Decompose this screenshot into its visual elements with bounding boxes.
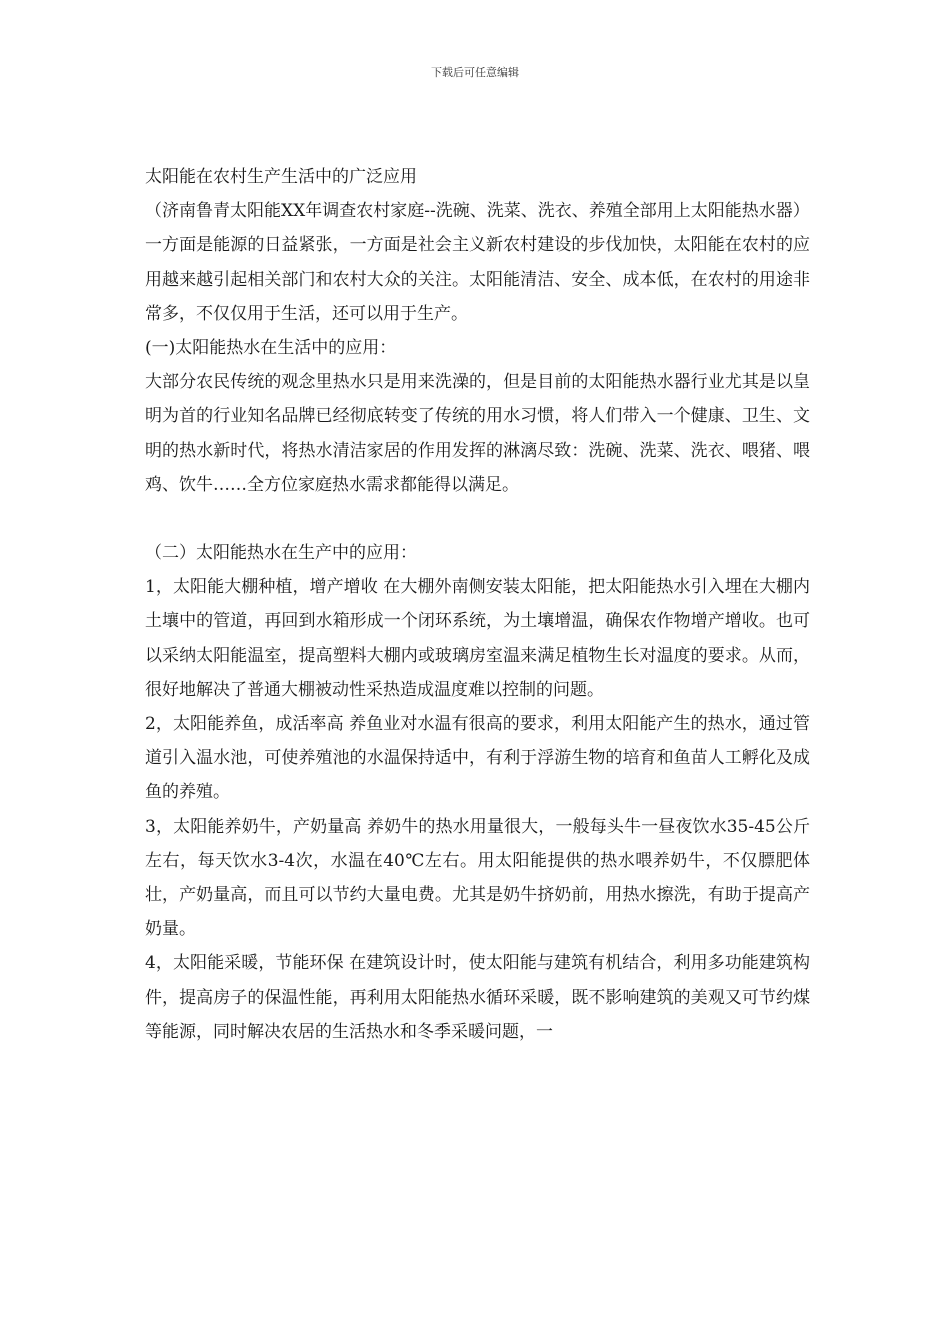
list-item-fish-farming: 2，太阳能养鱼，成活率高 养鱼业对水温有很高的要求，利用太阳能产生的热水，通过管道引入温水池，可使养殖池的水温保持适中，有利于浮游生物的培育和鱼苗人工孵化及成鱼的养殖。	[145, 714, 810, 803]
document-subtitle: （济南鲁青太阳能XX年调查农村家庭--洗碗、洗菜、洗衣、养殖全部用上太阳能热水器）	[145, 201, 810, 222]
intro-paragraph: 一方面是能源的日益紧张，一方面是社会主义新农村建设的步伐加快，太阳能在农村的应用越来越引起相关部门和农村大众的关注。太阳能清洁、安全、成本低，在农村的用途非常多，不仅仅用于生活，还可以用于生产。	[145, 235, 810, 324]
section1-paragraph: 大部分农民传统的观念里热水只是用来洗澡的，但是目前的太阳能热水器行业尤其是以皇明为首的行业知名品牌已经彻底转变了传统的用水习惯，将人们带入一个健康、卫生、文明的热水新时代，将热水清洁家居的作用发挥的淋漓尽致：洗碗、洗菜、洗衣、喂猪、喂鸡、饮牛……全方位家庭热水需求都能得以满足。	[145, 372, 810, 495]
list-item-greenhouse: 1，太阳能大棚种植，增产增收 在大棚外南侧安装太阳能，把太阳能热水引入埋在大棚内土壤中的管道，再回到水箱形成一个闭环系统，为土壤增温，确保农作物增产增收。也可以采纳太阳能温室，提高塑料大棚内或玻璃房室温来满足植物生长对温度的要求。从而，很好地解决了普通大棚被动性采热造成温度难以控制的问题。	[145, 577, 810, 700]
page-header: 下载后可任意编辑	[431, 66, 519, 79]
list-item-heating: 4，太阳能采暖，节能环保 在建筑设计时，使太阳能与建筑有机结合，利用多功能建筑构件，提高房子的保温性能，再利用太阳能热水循环采暖，既不影响建筑的美观又可节约煤等能源，同时解决农居的生活热水和冬季采暖问题，一	[145, 953, 810, 1042]
section2-heading: （二）太阳能热水在生产中的应用：	[145, 543, 417, 564]
document-body	[145, 160, 810, 1049]
blank-line	[145, 502, 810, 536]
document-title: 太阳能在农村生产生活中的广泛应用	[145, 167, 417, 187]
list-item-dairy-cows: 3，太阳能养奶牛，产奶量高 养奶牛的热水用量很大，一般每头牛一昼夜饮水35-45公斤左右，每天饮水3-4次，水温在40℃左右。用太阳能提供的热水喂养奶牛，不仅膘肥体壮，产奶量高，而且可以节约大量电费。尤其是奶牛挤奶前，用热水擦洗，有助于提高产奶量。	[145, 816, 810, 940]
section1-heading: (一)太阳能热水在生活中的应用：	[145, 338, 397, 359]
